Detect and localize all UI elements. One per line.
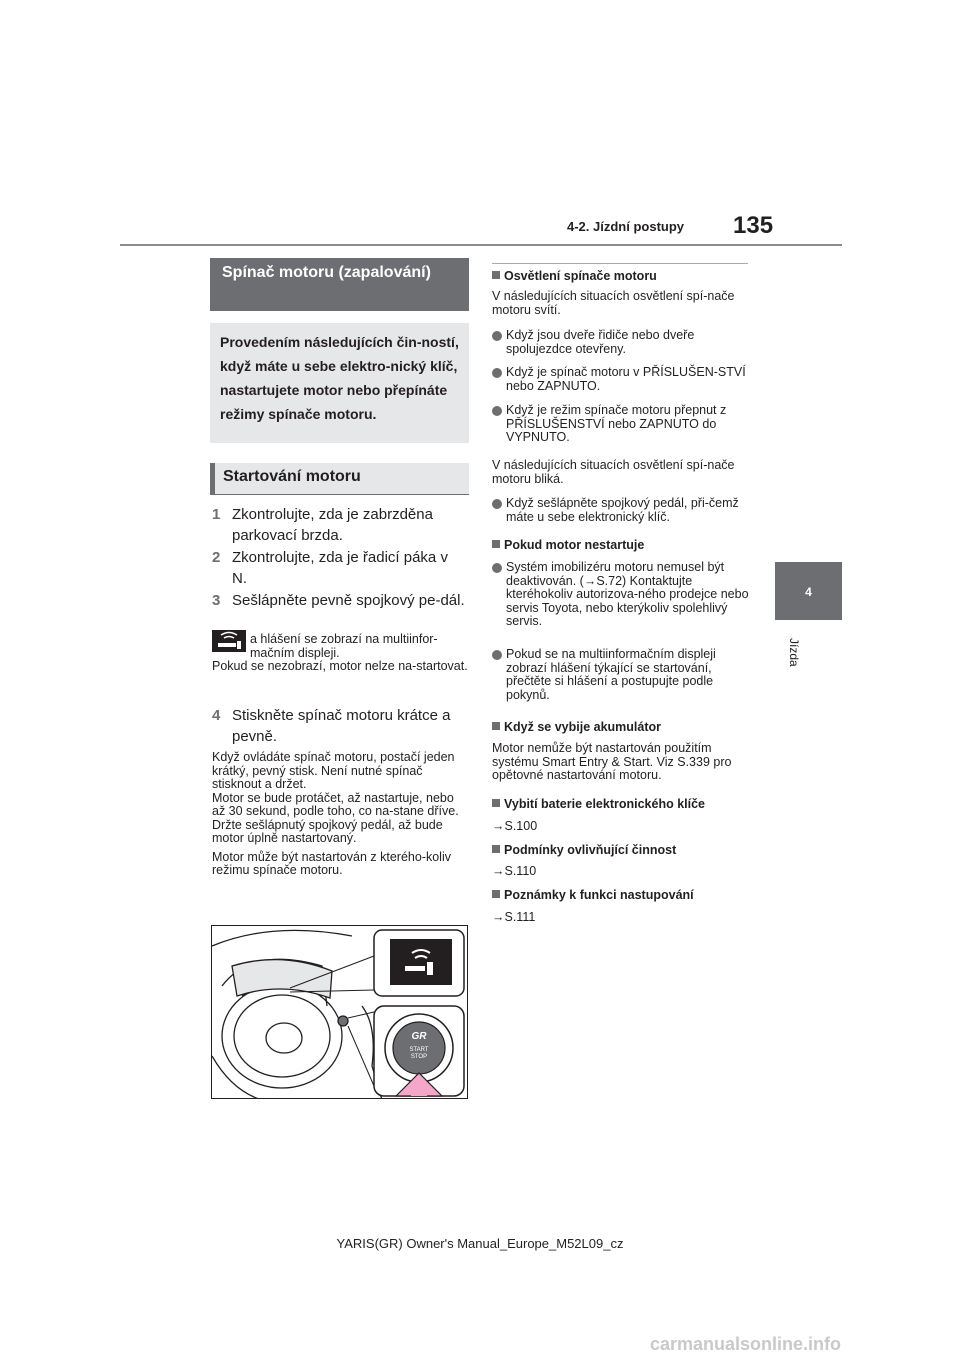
step-4-note-c: Držte sešlápnutý spojkový pedál, až bude motor úplně nastartovaný. xyxy=(212,817,443,845)
square-bullet-icon xyxy=(492,890,500,898)
step-4-note-b: Motor se bude protáčet, až nastartuje, nebo až 30 sekund, podle toho, co na-stane dříve. xyxy=(212,790,459,818)
chapter-number: 4 xyxy=(805,585,812,599)
right-column-rule xyxy=(492,263,748,264)
watermark: carmanualsonline.info xyxy=(650,1334,842,1354)
heading-key-battery xyxy=(492,797,752,812)
square-bullet-icon xyxy=(492,799,500,807)
step-text: Zkontrolujte, zda je zabrzděna parkovací brzda. xyxy=(232,506,433,544)
footer-manual-name: YARIS(GR) Owner's Manual_Europe_M52L09_cz xyxy=(336,1236,624,1251)
heading-battery xyxy=(492,720,752,735)
title-box-text: Spínač motoru (zapalování) xyxy=(222,264,431,281)
step-1 xyxy=(212,504,467,546)
bullet-clutch xyxy=(492,497,754,524)
bullet-text: Když sešlápněte spojkový pedál, při-čemž máte u sebe elektronický klíč. xyxy=(506,496,739,524)
page-number: 135 xyxy=(733,212,774,239)
step-4-note-a: Když ovládáte spínač motoru, postačí jeden krátký, pevný stisk. Není nutné spínač stisknout a držet. xyxy=(212,750,455,791)
para-battery: Motor nemůže být nastartován použitím systému Smart Entry & Start. Viz S.339 pro opětovné nastartování motoru. xyxy=(492,741,732,782)
heading-text: Podmínky ovlivňující činnost xyxy=(504,843,677,857)
heading-lighting xyxy=(492,269,752,284)
step-text: Sešlápněte pevně spojkový pe-dál. xyxy=(232,592,465,609)
step-number: 1 xyxy=(212,506,221,523)
button-stop-label: STOP xyxy=(410,1054,428,1060)
step-text: Zkontrolujte, zda je řadicí páka v N. xyxy=(232,549,448,587)
step-3-note-a: a hlášení se zobrazí na multiinfor-mačním displeji. xyxy=(250,632,438,660)
heading-text: Když se vybije akumulátor xyxy=(504,720,662,734)
square-bullet-icon xyxy=(492,540,500,548)
ref-entry-notes: →S.111 xyxy=(492,910,536,924)
ref-conditions: →S.110 xyxy=(492,864,537,878)
bullet-immobilizer xyxy=(492,561,754,629)
step-4 xyxy=(212,705,467,747)
bullet-text: Když je režim spínače motoru přepnut z PŘÍSLUŠENSTVÍ nebo ZAPNUTO do VYPNUTO. xyxy=(506,403,727,444)
subtitle-box-text: Startování motoru xyxy=(223,468,361,485)
heading-no-start xyxy=(492,538,752,553)
heading-conditions xyxy=(492,843,752,858)
square-bullet-icon xyxy=(492,722,500,730)
para-lighting-blink: V následujících situacích osvětlení spí-nače motoru bliká. xyxy=(492,458,735,486)
step-number: 4 xyxy=(212,707,221,724)
bullet-text: Když jsou dveře řidiče nebo dveře spolujezdce otevřeny. xyxy=(506,328,695,356)
button-start-label: START xyxy=(409,1047,429,1053)
round-bullet-icon xyxy=(492,499,502,509)
step-4-note xyxy=(212,751,468,878)
heading-text: Osvětlení spínače motoru xyxy=(504,269,657,283)
dashboard-illustration xyxy=(211,925,468,1099)
header-divider xyxy=(120,244,842,246)
intro-box-text: Provedením následujících čin-ností, když máte u sebe elektro-nický klíč, nastartujete motor nebo přepínáte režimy spínače motoru. xyxy=(220,334,459,422)
bullet-doors xyxy=(492,329,754,356)
step-number: 3 xyxy=(212,592,221,609)
step-2 xyxy=(212,547,467,589)
step-text: Stiskněte spínač motoru krátce a pevně. xyxy=(232,707,451,745)
step-4-note-d: Motor může být nastartován z kterého-koliv režimu spínače motoru. xyxy=(212,849,451,877)
square-bullet-icon xyxy=(492,845,500,853)
chapter-name: Jízda xyxy=(787,638,801,667)
subtitle-rule xyxy=(210,494,469,495)
round-bullet-icon xyxy=(492,368,502,378)
step-3-note xyxy=(212,633,468,674)
round-bullet-icon xyxy=(492,331,502,341)
bullet-message xyxy=(492,648,754,702)
round-bullet-icon xyxy=(492,650,502,660)
section-heading: 4-2. Jízdní postupy xyxy=(567,219,685,234)
para-lighting-on: V následujících situacích osvětlení spí-nače motoru svítí. xyxy=(492,289,735,317)
step-number: 2 xyxy=(212,549,221,566)
bullet-switch-off xyxy=(492,404,754,445)
round-bullet-icon xyxy=(492,563,502,573)
bullet-text: Když je spínač motoru v PŘÍSLUŠEN-STVÍ nebo ZAPNUTO. xyxy=(506,365,746,393)
heading-text: Pokud motor nestartuje xyxy=(504,538,645,552)
heading-text: Vybití baterie elektronického klíče xyxy=(504,797,706,811)
step-3-note-b: Pokud se nezobrazí, motor nelze na-startovat. xyxy=(212,659,468,673)
button-logo: GR xyxy=(411,1031,427,1042)
step-3 xyxy=(212,590,467,611)
square-bullet-icon xyxy=(492,271,500,279)
bullet-acc-on xyxy=(492,366,754,393)
heading-entry-notes xyxy=(492,888,752,903)
heading-text: Poznámky k funkci nastupování xyxy=(504,888,694,902)
round-bullet-icon xyxy=(492,406,502,416)
bullet-text: Systém imobilizéru motoru nemusel být deaktivován. (→S.72) Kontaktujte kteréhokoliv autorizova-ného prodejce nebo servis Toyota, nebo kterýkoliv spolehlivý servis. xyxy=(506,560,749,628)
ref-key-battery: →S.100 xyxy=(492,819,538,833)
bullet-text: Pokud se na multiinformačním displeji zobrazí hlášení týkající se startování, přečtěte si hlášení a postupujte podle pokynů. xyxy=(506,647,716,702)
